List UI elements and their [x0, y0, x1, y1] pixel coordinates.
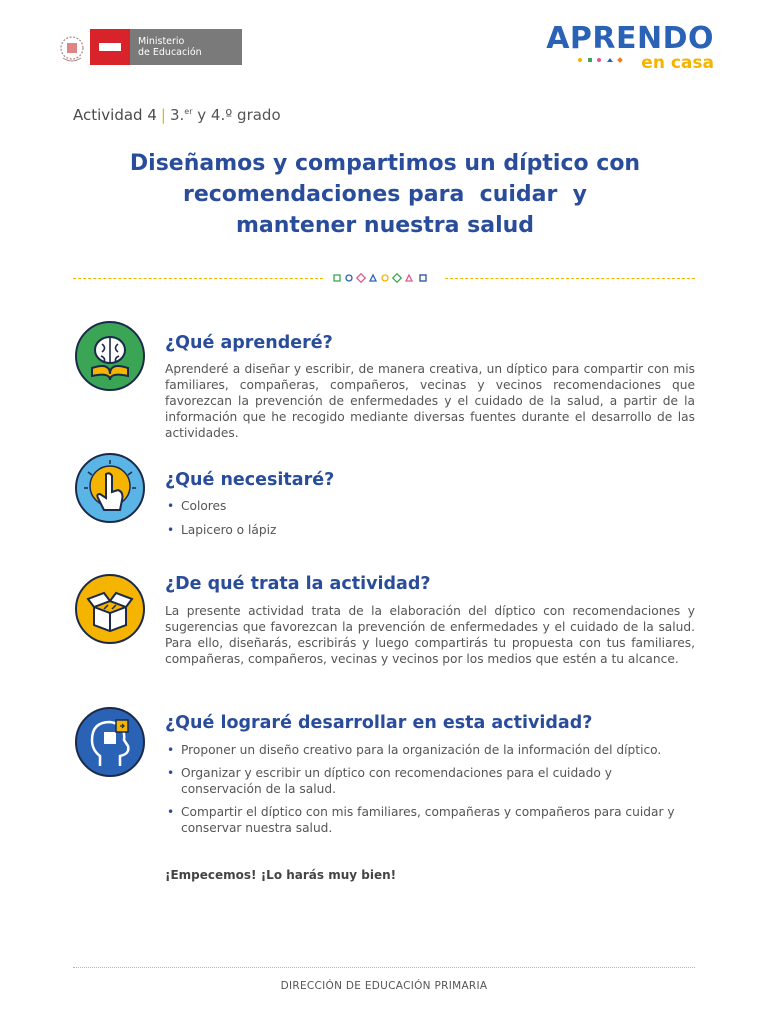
section-heading-necesitare: ¿Qué necesitaré? — [165, 470, 335, 490]
section-heading-trata: ¿De qué trata la actividad? — [165, 574, 431, 594]
grade-rest: y 4.º grado — [192, 106, 281, 124]
section-heading-aprendere: ¿Qué aprenderé? — [165, 333, 333, 353]
section-heading-lograre: ¿Qué lograré desarrollar en esta actividad? — [165, 713, 593, 733]
closing-message: ¡Empecemos! ¡Lo harás muy bien! — [165, 868, 397, 882]
activity-label: Actividad 4 — [73, 106, 157, 124]
grade-superscript: er — [184, 107, 193, 116]
open-box-icon — [74, 573, 146, 645]
peru-flag-icon — [90, 29, 130, 65]
section-text-trata: La presente actividad trata de la elaboración del díptico con recomendaciones y sugerencias que favorezcan la prevención de enfermedades y el cuidado de la salud. Para ello, diseñarás, escribirás y luego compartirás tu propuesta con tus familiares, compañeras, compañeros, vecinas y vecinos por los medios que estén a tu alcance. — [165, 604, 695, 666]
logo-main-text: APRENDO — [546, 21, 714, 56]
materials-list — [165, 498, 705, 545]
activity-separator: | — [160, 106, 166, 124]
activity-grade-line — [73, 106, 281, 124]
footer-divider — [73, 967, 695, 968]
list-item: • Colores — [165, 498, 705, 514]
hand-pointer-icon — [74, 452, 146, 524]
ministry-line2: de Educación — [138, 47, 202, 58]
list-item: • Organizar y escribir un díptico con recomendaciones para el cuidado y conservación de la salud. — [165, 765, 685, 797]
footer-text: DIRECCIÓN DE EDUCACIÓN PRIMARIA — [280, 980, 488, 992]
section-text-aprendere: Aprenderé a diseñar y escribir, de manera creativa, un díptico para compartir con mis familiares, compañeras, compañeros, vecinas y vecinos recomendaciones que favorezcan la prevención de enfermedades y el cuidado de la salud, a partir de la información que he recogido mediante diversas fuentes durante el desarrollo de las actividades. — [165, 362, 695, 440]
list-item: • Compartir el díptico con mis familiares, compañeras y compañeros para cuidar y conservar nuestra salud. — [165, 804, 685, 836]
list-item: • Proponer un diseño creativo para la organización de la información del díptico. — [165, 742, 685, 758]
list-item: • Lapicero o lápiz — [165, 522, 705, 538]
brain-book-icon — [74, 320, 146, 392]
divider-left — [73, 278, 323, 279]
logo-shapes-icon — [577, 56, 625, 64]
ministry-logo — [90, 29, 242, 65]
title-line1: Diseñamos y compartimos un díptico con — [129, 151, 641, 176]
national-seal-icon — [58, 34, 86, 64]
divider-shapes-icon — [332, 272, 436, 284]
title-line3: mantener nuestra salud — [235, 213, 535, 238]
title-line2: recomendaciones para cuidar y — [182, 182, 587, 207]
divider-right — [445, 278, 695, 279]
head-puzzle-icon — [74, 706, 146, 778]
aprendo-en-casa-logo — [546, 21, 714, 73]
page-title — [90, 148, 680, 241]
logo-sub-text: en casa — [641, 53, 714, 73]
ministry-line1: Ministerio — [138, 36, 185, 47]
grade-prefix: 3. — [169, 106, 185, 124]
goals-list — [165, 742, 685, 843]
